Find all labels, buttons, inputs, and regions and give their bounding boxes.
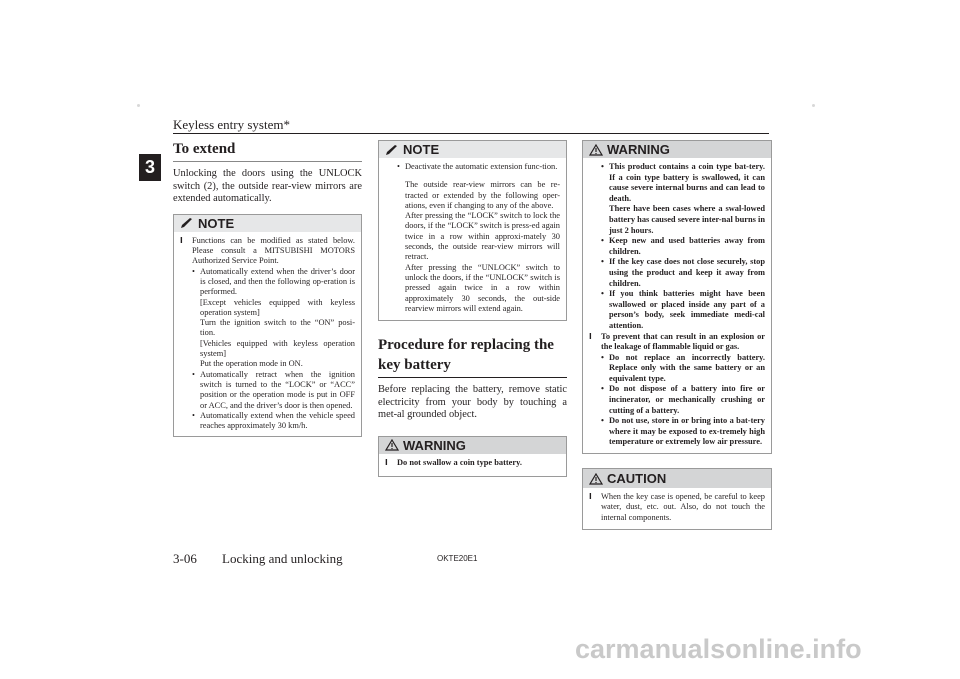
running-header: Keyless entry system*: [173, 117, 290, 132]
note-pencil-icon: [180, 217, 194, 229]
caution-body: [583, 488, 771, 529]
warning-header: [379, 437, 566, 454]
list-item: • Automatically extend when the driver’s door is closed, and then the following op-eration is performed.: [192, 266, 355, 297]
page-number: 3-06: [173, 551, 197, 566]
list-text: Turn the ignition switch to the “ON” posi-tion.: [200, 318, 355, 338]
list-text: [Except vehicles equipped with keyless operation system]: [200, 297, 355, 317]
chapter-tab: 3: [139, 154, 161, 181]
warning-triangle-icon: [589, 144, 603, 156]
paragraph: Before replacing the battery, remove static electricity from your body by touching a met-al grounded object.: [378, 384, 567, 421]
column-3: [582, 140, 772, 530]
warning-label: WARNING: [403, 437, 466, 453]
list-item: l Functions can be modified as stated below. Please consult a MITSUBISHI MOTORS Authorized Service Point.: [180, 235, 355, 266]
warning-box: [378, 436, 567, 477]
warning-triangle-icon: [385, 439, 399, 451]
note-box: [378, 140, 567, 321]
list-item: • Do not replace an incorrectly battery. Replace only with the same battery or an equivalent type.: [601, 352, 765, 383]
list-item: • This product contains a coin type bat-tery. If a coin type battery is swallowed, it can cause severe internal burns and can lead to death.: [601, 162, 765, 203]
section-title-replace-battery: Procedure for replacing the key battery: [378, 335, 567, 378]
list-item: • If you think batteries might have been swallowed or placed inside any part of a person’s body, seek immediate medi-cal attention.: [601, 289, 765, 330]
column-2: [378, 140, 567, 477]
warning-box: [582, 140, 772, 454]
list-item: • Do not use, store in or bring into a bat-tery where it may be exposed to ex-tremely high temperature or extremely low air pressure.: [601, 416, 765, 447]
caution-box: [582, 468, 772, 530]
note-label: NOTE: [403, 142, 440, 157]
note-body: [174, 232, 361, 437]
list-text: The outside rear-view mirrors can be re-tracted or extended by the following oper-ations, even if changing to any of the above.: [405, 180, 560, 210]
list-item: l To prevent that can result in an explosion or the leakage of flammable liquid or gas.: [589, 331, 765, 352]
list-item: l When the key case is opened, be careful to keep water, dust, etc. out. Also, do not touch the internal components.: [589, 492, 765, 522]
list-item: l Do not swallow a coin type battery.: [385, 457, 522, 467]
list-item: • Do not dispose of a battery into fire or incinerator, or mechanically crushing or cutting of a battery.: [601, 384, 765, 415]
list-item: • If the key case does not close securely, stop using the product and keep it away from children.: [601, 257, 765, 288]
list-item: • Automatically retract when the ignition switch is turned to the “LOCK” or “ACC” position or the operation mode is put in OFF or ACC, and the driver’s door is then opened.: [192, 369, 355, 410]
paragraph: Unlocking the doors using the UNLOCK switch (2), the outside rear-view mirrors are extended automatically.: [173, 168, 362, 205]
list-text: After pressing the “LOCK” switch to lock the doors, if the “LOCK” switch is press-ed again twice in a row within approxi-mately 30 seconds, the outside rear-view mirrors will retract.: [405, 211, 560, 262]
warning-label: WARNING: [607, 142, 670, 157]
footer-section-title: Locking and unlocking: [222, 551, 343, 566]
list-text: There have been cases where a swal-lowed battery has caused severe inter-nal burns in just 2 hours.: [609, 204, 765, 235]
caution-label: CAUTION: [607, 471, 667, 487]
list-item: • Automatically extend when the vehicle speed reaches approximately 30 km/h.: [192, 410, 355, 431]
warning-body: [583, 158, 771, 453]
list-text: After pressing the “UNLOCK” switch to unlock the doors, if the “UNLOCK” switch is pressed again twice in a row within approximately 30 seconds, the out-side rearview mirrors will extend again.: [405, 262, 560, 313]
section-title-to-extend: To extend: [173, 140, 362, 162]
list-item: • Deactivate the automatic extension func-tion.: [397, 162, 558, 171]
note-pencil-icon: [385, 144, 399, 156]
note-box: [173, 214, 362, 438]
watermark: carmanualsonline.info: [575, 634, 862, 664]
caution-header: [583, 469, 771, 488]
note-header: [174, 215, 361, 232]
warning-body: [379, 454, 566, 476]
header-rule: [173, 133, 769, 134]
document-code: OKTE20E1: [437, 554, 478, 563]
note-header: [379, 141, 566, 158]
crop-mark: [812, 104, 815, 107]
list-item: • Keep new and used batteries away from children.: [601, 236, 765, 256]
crop-mark: [137, 104, 140, 107]
column-1: [173, 140, 362, 437]
note-body: [379, 158, 566, 320]
caution-triangle-icon: [589, 473, 603, 485]
list-text: Put the operation mode in ON.: [200, 359, 303, 369]
warning-header: [583, 141, 771, 158]
list-text: [Vehicles equipped with keyless operation system]: [200, 338, 355, 359]
note-label: NOTE: [198, 215, 235, 231]
